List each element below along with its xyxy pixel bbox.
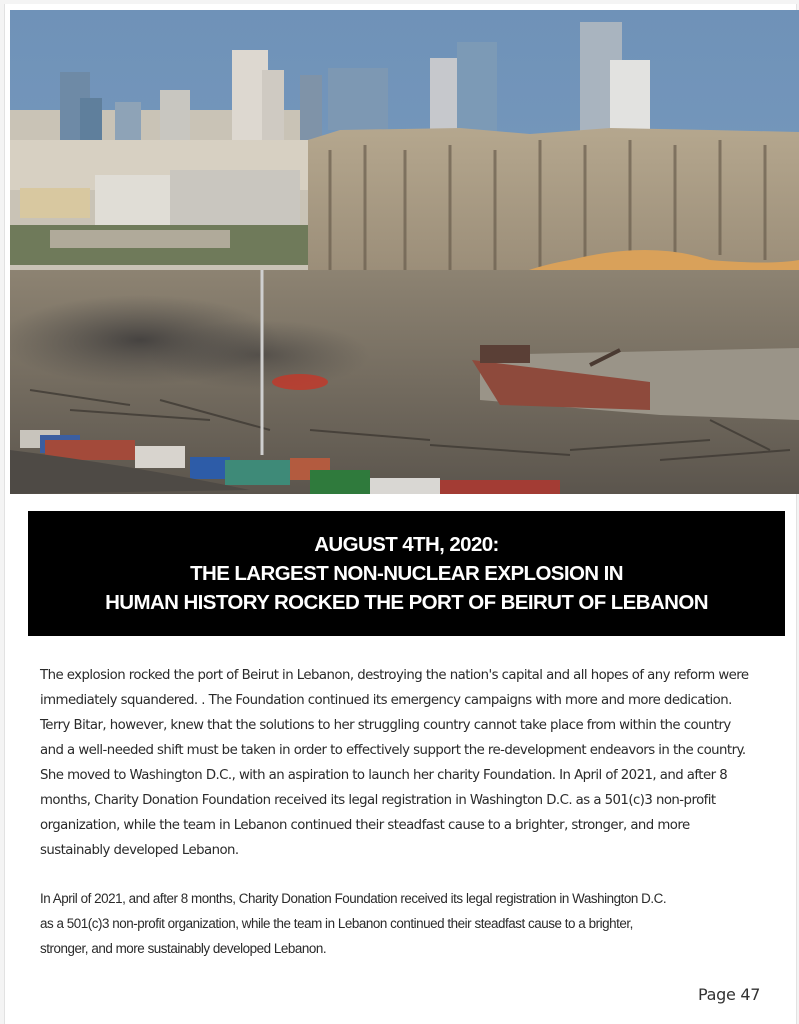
- fire: [272, 374, 328, 390]
- paragraph-line: In April of 2021, and after 8 months, Charity Donation Foundation received its legal registration in Washington D.C.: [40, 891, 667, 906]
- headline-date: AUGUST 4TH, 2020:: [314, 533, 499, 556]
- paragraph-line: Terry Bitar, however, knew that the solutions to her struggling country cannot take place from within the country: [40, 718, 731, 733]
- headline-banner: [28, 511, 785, 636]
- paragraph-line: sustainably developed Lebanon.: [40, 843, 239, 858]
- photo-illustration: [10, 10, 799, 494]
- paragraph-line: and a well-needed shift must be taken in order to effectively support the re-development endeavors in the country.: [40, 743, 746, 758]
- paragraph-1: [40, 663, 780, 863]
- paragraph-line: immediately squandered. . The Foundation continued its emergency campaigns with more and more dedication.: [40, 693, 732, 708]
- paragraph-line: stronger, and more sustainably developed Lebanon.: [40, 941, 327, 956]
- paragraph-line: The explosion rocked the port of Beirut in Lebanon, destroying the nation's capital and all hopes of any reform were: [40, 668, 749, 683]
- paragraph-2: [40, 886, 780, 961]
- document-page: [4, 4, 797, 1024]
- port-explosion-photo: [10, 10, 799, 494]
- headline-line-2: THE LARGEST NON-NUCLEAR EXPLOSION IN: [190, 562, 623, 585]
- paragraph-line: organization, while the team in Lebanon continued their steadfast cause to a brighter, stronger, and more: [40, 818, 690, 833]
- paragraph-line: as a 501(c)3 non-profit organization, while the team in Lebanon continued their steadfast cause to a brighter,: [40, 916, 633, 931]
- paragraph-line: She moved to Washington D.C., with an aspiration to launch her charity Foundation. In April of 2021, and after 8: [40, 768, 728, 783]
- headline-line-3: HUMAN HISTORY ROCKED THE PORT OF BEIRUT OF LEBANON: [105, 591, 708, 614]
- paragraph-line: months, Charity Donation Foundation received its legal registration in Washington D.C. as a 501(c)3 non-profit: [40, 793, 716, 808]
- page-number: Page 47: [698, 985, 761, 1004]
